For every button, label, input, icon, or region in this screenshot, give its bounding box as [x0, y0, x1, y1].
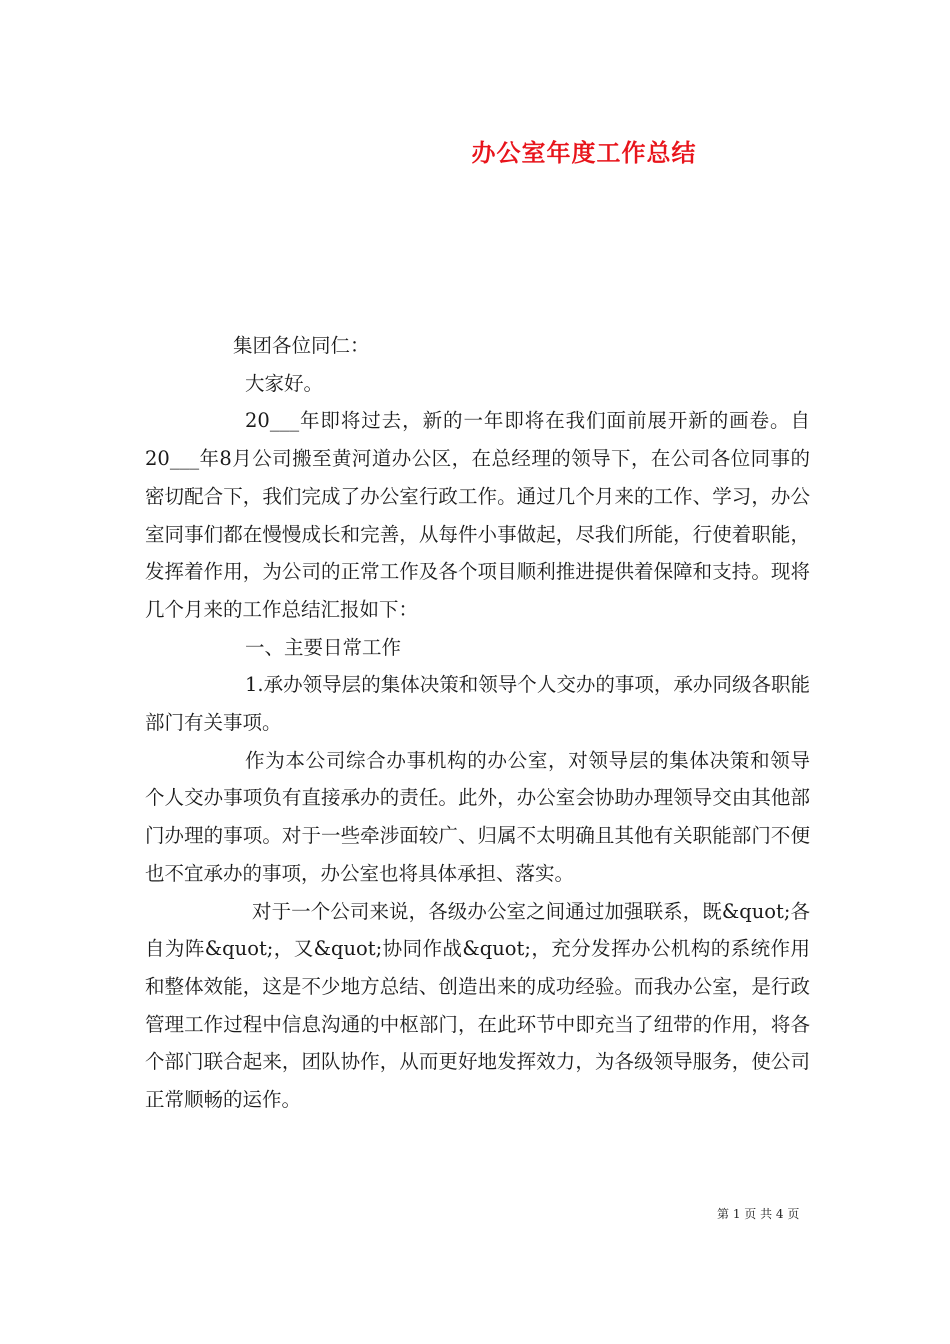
document-title: 办公室年度工作总结	[471, 138, 697, 167]
salutation: 集团各位同仁：	[233, 334, 370, 357]
page-number-footer: 第 1 页 共 4 页	[717, 1207, 800, 1221]
item-heading: 1.承办领导层的集体决策和领导个人交办的事项，承办同级各职能部门有关事项。	[145, 673, 810, 735]
section-heading: 一、主要日常工作	[245, 635, 402, 659]
greeting-line: 大家好。	[245, 371, 324, 395]
item-paragraph: 作为本公司综合办事机构的办公室，对领导层的集体决策和领导个人交办事项负有直接承办的责任。此外，办公室会协助办理领导交由其他部门办理的事项。对于一些牵涉面较广、归属不太明确且其他有关职能部门不便也不宜承办的事项，办公室也将具体承担、落实。	[145, 748, 810, 885]
document-body	[145, 327, 810, 1119]
item-paragraph-2: 对于一个公司来说，各级办公室之间通过加强联系，既&quot;各自为阵&quot;，又&quot;协同作战&quot;，充分发挥办公机构的系统作用和整体效能，这是不少地方总结、创造出来的成功经验。而我办公室，是行政管理工作过程中信息沟通的中枢部门，在此环节中即充当了纽带的作用，将各个部门联合起来，团队协作，从而更好地发挥效力，为各级领导服务，使公司正常顺畅的运作。	[145, 899, 810, 1112]
intro-paragraph: 20___年即将过去，新的一年即将在我们面前展开新的画卷。自20___年8月公司搬至黄河道办公区，在总经理的领导下，在公司各位同事的密切配合下，我们完成了办公室行政工作。通过几个月来的工作、学习，办公室同事们都在慢慢成长和完善，从每件小事做起，尽我们所能，行使着职能，发挥着作用，为公司的正常工作及各个项目顺利推进提供着保障和支持。现将几个月来的工作总结汇报如下：	[145, 409, 810, 621]
